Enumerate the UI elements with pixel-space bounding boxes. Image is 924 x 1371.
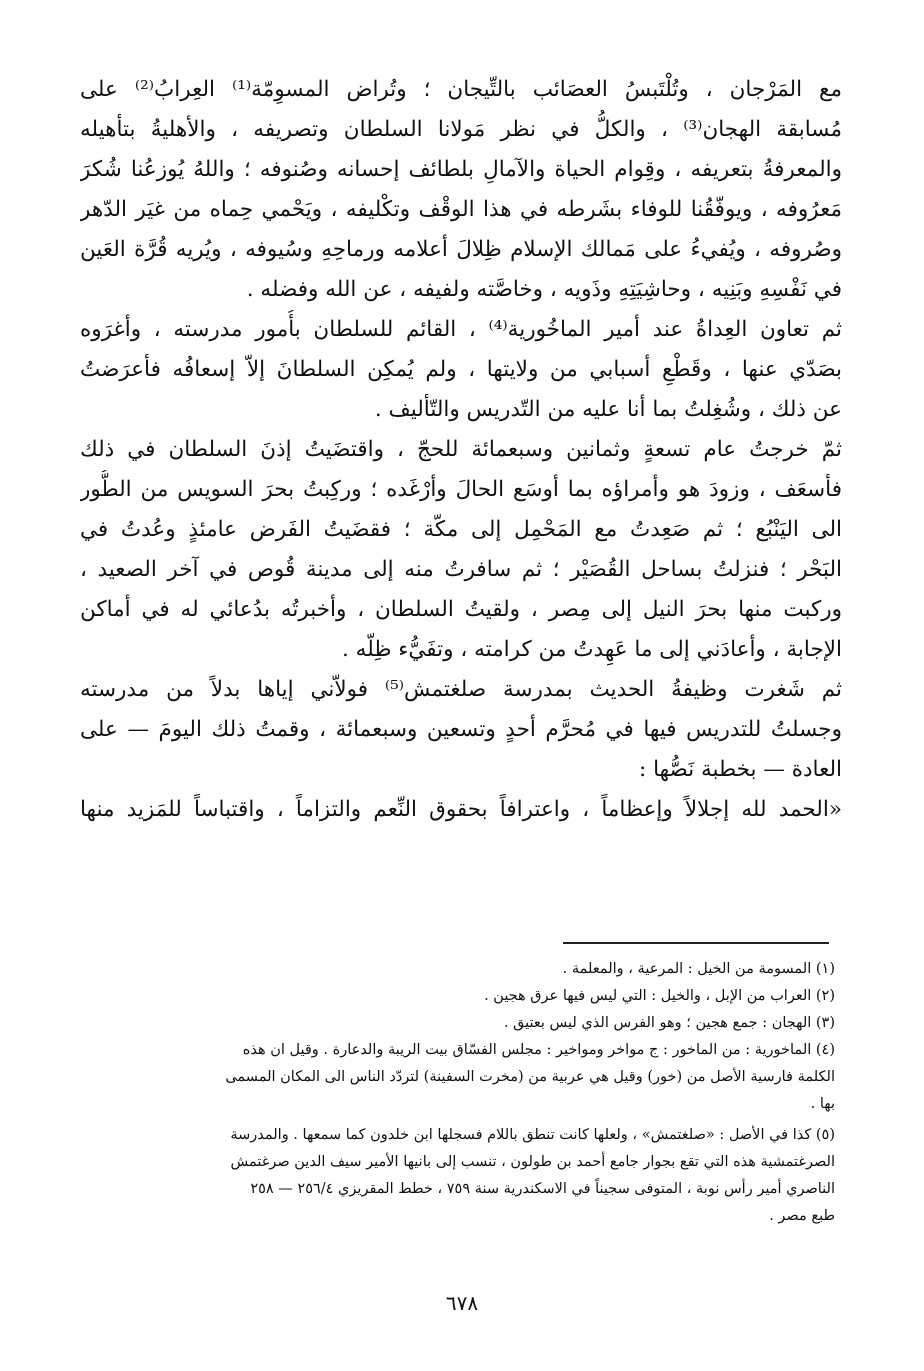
text-line: ثم تعاون العِداةُ عند أمير الماخُورية⁽⁴⁾ ، القائم للسلطان بأُمور مدرسته ، وأغرَوه [80, 317, 842, 342]
footnote-line: (١) المسومة من الخيل : المرعية ، والمعلمة . [562, 961, 835, 977]
text-line: عن ذلك ، وشُغِلتُ بما أنا عليه من التّدريس والتّأليف . [374, 397, 842, 422]
text-line: وركبت منها بحرَ النيل إلى مِصر ، ولقيتُ السلطان ، وأخبرتُه بدُعائي له في أماكن [80, 597, 842, 622]
text-line: والمعرفةُ بتعريفه ، وقِوام الحياة والآمالِ بلطائف إحسانه وصُنوفه ؛ واللهُ يُوزعُنا شُكرَ [80, 157, 842, 182]
footnote-line: الناصري أمير رأس نوبة ، المتوفى سجيناً في الاسكندرية سنة ٧٥٩ ، خطط المقريزي ٢٥٦/٤ — ٢٥٨ [250, 1181, 835, 1197]
text-line: مَعرُوفه ، ويوفّقُنا للوفاء بشَرطه في هذا الوقْف وتكْليفه ، ويَحْمي حِماه من غيَر الدّهر [80, 197, 842, 222]
text-line: في نَفْسِهِ وبَنِيه ، وحاشِيَتِهِ وذَويه ، وخاصَّته ولفيفه ، عن الله وفضله . [246, 277, 842, 302]
footnote-line: بها . [810, 1096, 835, 1112]
text-line: فأسعَف ، وزودَ هو وأمراؤه بما أوسَع الحالَ وأرْغَده ؛ وركِبتُ بحرَ السويس من الطُّور [80, 477, 842, 502]
footnotes [90, 956, 835, 1230]
main-text [80, 70, 842, 830]
text-line: مُسابقة الهجان⁽³⁾ ، والكلُّ في نظر مَولانا السلطان وتصريفه ، والأهليةُ بتأهيله [80, 117, 842, 142]
footnote-line: الكلمة فارسية الأصل من (خور) وقيل هي عربية من (مخرت السفينة) لتردّد الناس الى المكان المسمى [225, 1069, 835, 1085]
text-line: وصُروفه ، ويُفيءُ على مَمالك الإسلام ظِلالَ أعلامه ورماحِهِ وسُيوفه ، ويُريه قُرَّة العَين [80, 237, 842, 262]
text-line: ثم شَغرت وظيفةُ الحديث بمدرسة صلغتمش⁽⁵⁾ فولاّني إياها بدلاً من مدرسته [80, 677, 842, 702]
footnote-line: (٢) العراب من الإبل ، والخيل : التي ليس فيها عرق هجين . [484, 988, 835, 1004]
text-line: الى اليَنْبُع ؛ ثم صَعِدتُ مع المَحْمِل إلى مكّة ؛ فقضَيتُ الفَرض عامئذٍ وعُدتُ في [80, 517, 842, 542]
text-line: ثمّ خرجتُ عام تسعةٍ وثمانين وسبعمائة للحجّ ، واقتضَيتُ إذنَ السلطان في ذلك [80, 437, 842, 462]
text-line: وجسلتُ للتدريس فيها في مُحرَّم أحدٍ وتسعين وسبعمائة ، وقمتُ ذلك اليومَ — على [80, 717, 842, 742]
footnote-line: الصرغتمشية هذه التي تقع بجوار جامع أحمد بن طولون ، تنسب إلى بانيها الأمير سيف الدين صرغتمش [230, 1154, 835, 1170]
footnote-line: (٤) الماخورية : من الماخور : ج مواخر ومواخير : مجلس الفسّاق بيت الريبة والدعارة . وقيل ان هذه [242, 1042, 835, 1058]
footnote-line: طبع مصر . [769, 1208, 835, 1224]
text-line: بصَدّي عنها ، وقَطْعِ أسبابي من ولايتها ، ولم يُمكِن السلطانَ إلاّ إسعافُه فأعرَضتُ [80, 357, 842, 382]
footnote-line: (٣) الهجان : جمع هجين ؛ وهو الفرس الذي ليس بعتيق . [503, 1015, 835, 1031]
text-line: مع المَرْجان ، وتُلْتَبسُ العصَائب بالتِّيجان ؛ وتُراض المسوِمّة⁽¹⁾ العِرابُ⁽²⁾ على [80, 77, 842, 102]
text-line: الإجابة ، وأعادَني إلى ما عَهِدتُ من كرامته ، وتفَيُّء ظِلّه . [342, 637, 842, 662]
footnote-line: (٥) كذا في الأصل : «صلغتمش» ، ولعلها كانت تنطق باللام فسجلها ابن خلدون كما سمعها . والمدرسة [230, 1127, 835, 1143]
page-number: ٦٧٨ [445, 1291, 479, 1315]
text-line: البَحْر ؛ فنزلتُ بساحل القُصَيْر ؛ ثم سافرتُ منه إلى مدينة قُوص في آخر الصعيد ، [80, 557, 842, 582]
footnote-divider [563, 942, 829, 944]
text-line: العادة — بخطبة نَصُّها : [639, 757, 842, 782]
text-line: «الحمد لله إجلالاً وإعظاماً ، واعترافاً بحقوق النِّعم والتزاماً ، واقتباساً للمَزيد منها [80, 797, 842, 822]
